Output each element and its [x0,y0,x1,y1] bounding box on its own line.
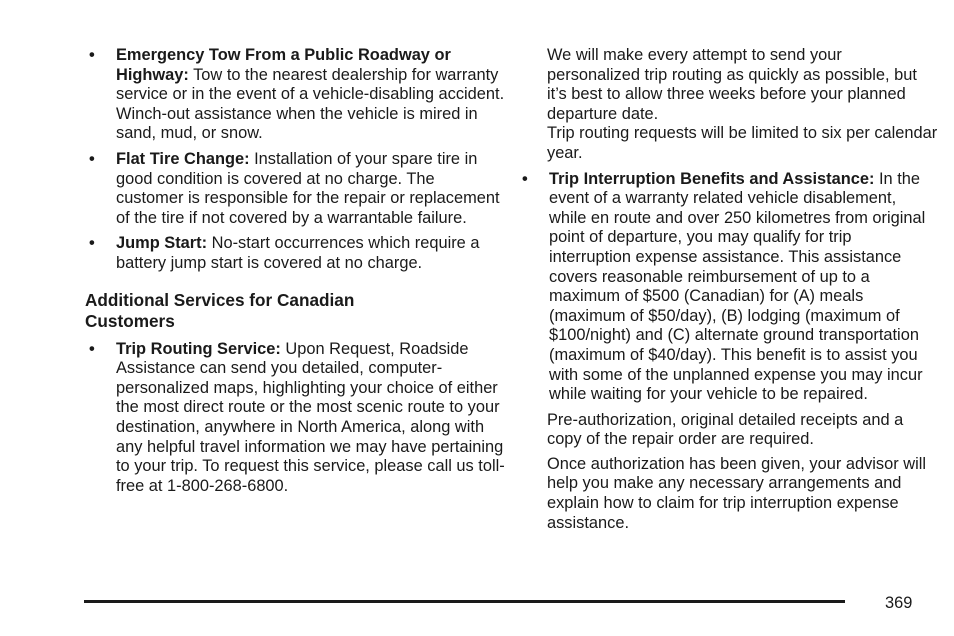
right-column [518,46,938,538]
bullet-lead: Emergency Tow From a Public Roadway or Highway: [116,46,451,84]
bullet-lead: Flat Tire Change: [116,149,250,168]
section-heading: Additional Services for Canadian Customers [85,289,355,331]
bullet-trip-interruption [518,170,938,405]
bullet-emergency-tow [85,46,505,144]
bullet-text: Upon Request, Roadside Assistance can send you detailed, computer-personalized maps, highlighting your choice of either the most direct route or the most scenic route to your destination, anywhere in North America, along with any helpful travel information we may have pertaining to your trip. To request this service, please call us toll-free at 1-800-268-6800. [116,339,505,495]
page-number: 369 [885,594,913,612]
bullet-lead: Jump Start: [116,234,208,253]
bullet-dot: • [89,234,95,253]
bullet-text: In the event of a warranty related vehicle disablement, while en route and over 250 kilometres from original point of departure, you may qualify for trip interruption expense assistance. This assistance covers reasonable reimbursement of up to a maximum of $500 (Canadian) for (A) meals (maximum of $50/day), (B) lodging (maximum of $100/night) and (C) alternate ground transportation (maximum of $40/day). This benefit is to assist you with some of the unplanned expense you may incur while waiting for your vehicle to be repaired. [549,169,926,404]
bullet-trip-routing-service [85,340,505,497]
bullet-lead: Trip Interruption Benefits and Assistance: [549,169,875,188]
bullet-dot: • [89,339,95,358]
trip-routing-timing-text: We will make every attempt to send your personalized trip routing as quickly as possible, but it’s best to allow three weeks before your planned departure date. [547,46,917,123]
bullet-text: Tow to the nearest dealership for warranty service or in the event of a vehicle-disabling accident. Winch-out assistance when the vehicle is mired in sand, mud, or snow. [116,65,505,143]
pre-authorization-paragraph: Pre-authorization, original detailed receipts and a copy of the repair order are required. [547,410,904,449]
bullet-text: No-start occurrences which require a battery jump start is covered at no charge. [116,234,480,272]
left-column [85,46,505,502]
bullet-text: Installation of your spare tire in good condition is covered at no charge. The customer is responsible for the repair or replacement of the tire if not covered by a warrantable failure. [116,149,500,227]
bullet-lead: Trip Routing Service: [116,339,281,358]
bullet-flat-tire-change [85,150,505,228]
bullet-dot: • [89,46,95,64]
bullet-dot: • [89,149,95,168]
footer-rule [84,600,845,603]
authorization-paragraph: Once authorization has been given, your advisor will help you make any necessary arrangements and explain how to claim for trip interruption expense assistance. [547,454,927,532]
trip-routing-paragraph [518,46,938,164]
bullet-jump-start [85,234,505,273]
bullet-dot: • [522,169,528,188]
trip-routing-limit-text: Trip routing requests will be limited to six per calendar year. [547,124,938,162]
